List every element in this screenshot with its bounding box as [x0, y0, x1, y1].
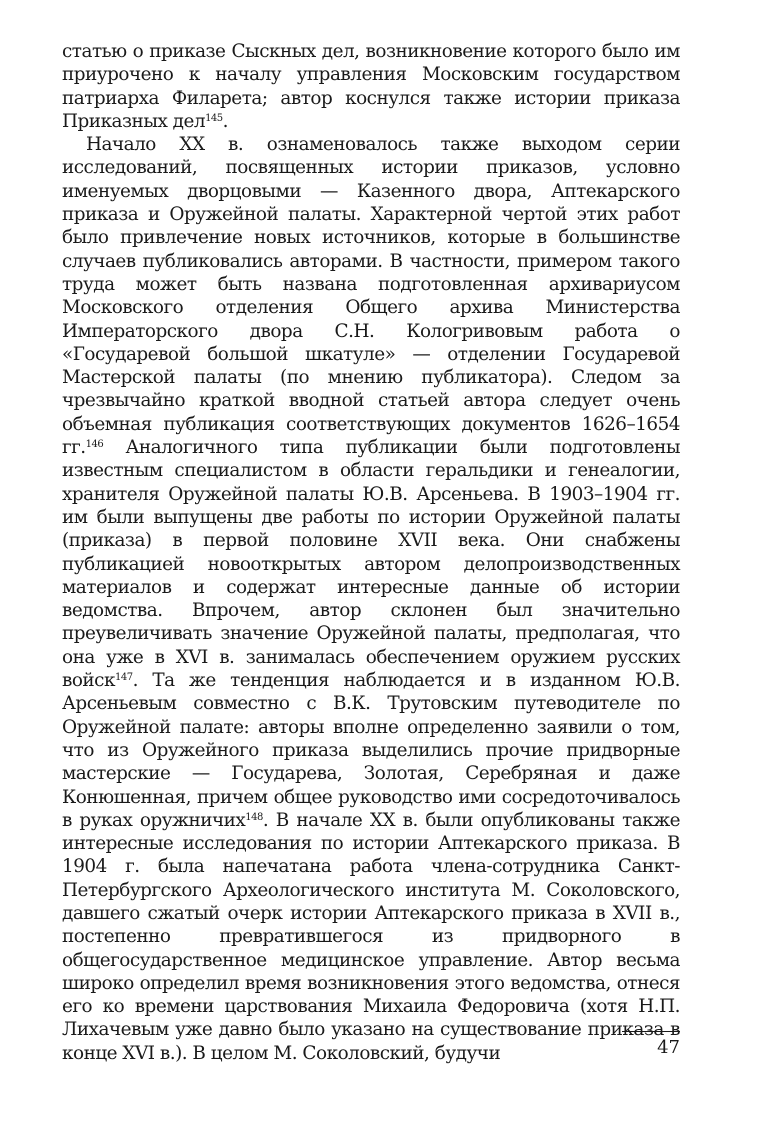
- paragraph-2: [62, 133, 680, 1065]
- text-run: . В начале XX в. были опубликованы также интересные исследования по истории Аптекарского приказа. В 1904 г. была напечатана работа члена-сотрудника Санкт-Петербургского Археологического института М. Соколовского, давшего сжатый очерк истории Аптекарского приказа в XVII в., постепенно превратившегося из придворного в общегосударственное медицинское управление. Автор весьма широко определил время возникновения этого ведомства, отнеся его ко времени царствования Михаила Федоровича (хотя Н.П. Лихачевым уже давно было указано на существование приказа в конце XVI в.). В целом М. Соколовский, будучи: [62, 809, 680, 1064]
- page-body: [62, 40, 680, 1065]
- paragraph-1: [62, 40, 680, 133]
- page-number: 47: [657, 1037, 680, 1058]
- text-run: .: [222, 110, 229, 132]
- text-run: . Та же тенденция наблюдается и в изданном Ю.В. Арсеньевым совместно с В.К. Трутовским путеводителе по Оружейной палате: авторы вполне определенно заявили о том, что из Оружейного приказа выделились прочие придворные мастерские — Государева, Золотая, Серебряная и даже Конюшенная, причем общее руководство ими сосредоточивалось в руках оружничих: [62, 670, 680, 831]
- text-run: Начало XX в. ознаменовалось также выходом серии исследований, посвященных истории приказов, условно именуемых дворцовыми — Казенного двора, Аптекарского приказа и Оружейной палаты. Характерной чертой этих работ было привлечение новых источников, которые в большинстве случаев публиковались авторами. В частности, примером такого труда может быть названа подготовленная архивариусом Московского отделения Общего архива Министерства Императорского двора С.Н. Кологривовым работа о «Государевой большой шкатуле» — отделении Государевой Мастерской палаты (по мнению публикатора). Следом за чрезвычайно краткой вводной статьей автора следует очень объемная публикация соответствующих документов 1626–1654 гг.: [62, 134, 680, 459]
- page-number-rule: [622, 1031, 680, 1032]
- footnote-ref-148[interactable]: 148: [245, 811, 263, 823]
- text-run: статью о приказе Сыскных дел, возникновение которого было им приурочено к началу управления Московским государством патриарха Филарета; автор коснулся также истории приказа Приказных дел: [62, 41, 680, 132]
- footnote-ref-146[interactable]: 146: [85, 439, 104, 451]
- footnote-ref-147[interactable]: 147: [114, 672, 133, 684]
- footnote-ref-145[interactable]: 145: [205, 112, 223, 124]
- text-run: Аналогичного типа публикации были подготовлены известным специалистом в области геральдики и генеалогии, хранителя Оружейной палаты Ю.В. Арсеньева. В 1903–1904 гг. им были выпущены две работы по истории Оружейной палаты (приказа) в первой половине XVII века. Они снабжены публикацией новооткрытых автором делопроизводственных материалов и содержат интересные данные об истории ведомства. Впрочем, автор склонен был значительно преувеличивать значение Оружейной палаты, предполагая, что она уже в XVI в. занималась обеспечением оружием русских войск: [62, 437, 680, 692]
